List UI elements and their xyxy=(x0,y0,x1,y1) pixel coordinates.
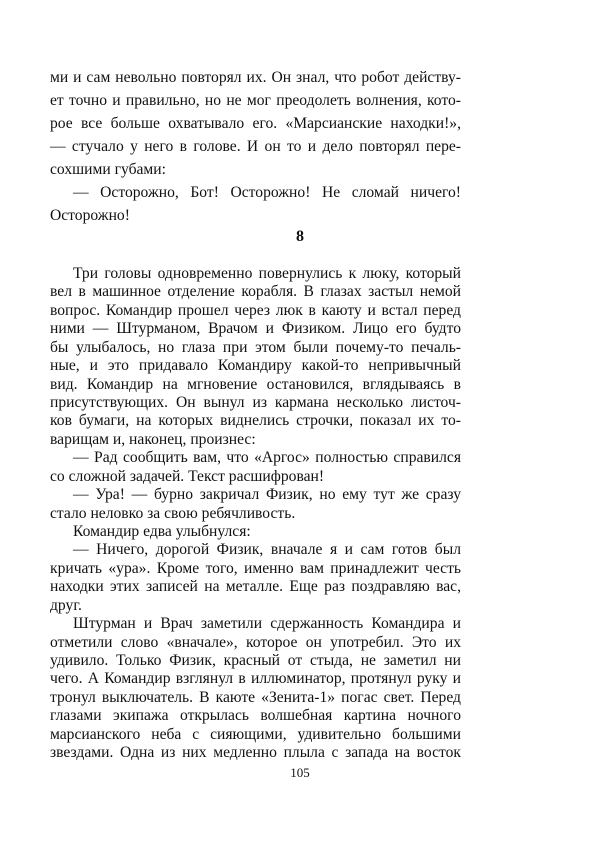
page-number: 105 xyxy=(290,765,310,780)
text-line: вид. Командир на мгновение остановился, вглядываясь в xyxy=(50,375,461,393)
text-line: глазами экипажа открылась волшебная картина ночного xyxy=(50,707,461,725)
chapter-number: 8 xyxy=(296,228,304,245)
text-line: вопрос. Командир прошел через люк в каюту и встал перед xyxy=(50,301,461,319)
text-line: Штурман и Врач заметили сдержанность Командира и xyxy=(73,615,461,632)
text-line: ные, и это придавало Командиру какой-то непривычный xyxy=(50,357,461,375)
text-line: ков бумаги, на которых виднелись строчки, показал их то- xyxy=(50,412,461,430)
text-line: вел в машинное отделение корабля. В глазах застыл немой xyxy=(50,283,461,301)
text-line: чего. А Командир взглянул в иллюминатор, протянул руку и xyxy=(50,670,461,688)
text-line: стало неловко за свою ребячливость. xyxy=(50,504,296,522)
text-line: находки этих записей на металле. Еще раз поздравляю вас, xyxy=(50,578,461,596)
text-line: тронул выключатель. В каюте «Зенита-1» погас свет. Перед xyxy=(50,688,461,706)
text-line: — Осторожно, Бот! Осторожно! Не сломай ничего! xyxy=(73,184,461,201)
text-line: марсианского неба с сияющими, удивительно большими xyxy=(50,725,461,743)
text-line: присутствующих. Он вынул из кармана несколько листоч- xyxy=(50,394,461,411)
text-line: звездами. Одна из них медленно плыла с запада на восток xyxy=(50,744,461,761)
text-line: отметили слово «вначале», которое он употребил. Это их xyxy=(50,633,461,651)
text-line: ними — Штурманом, Врачом и Физиком. Лицо его будто xyxy=(50,320,461,338)
text-line: Командир едва улыбнулся: xyxy=(73,522,251,540)
text-line: варищам и, наконец, произнес: xyxy=(50,430,256,448)
text-line: Осторожно! xyxy=(50,207,130,224)
text-line: рое все больше охватывало его. «Марсианские находки!», xyxy=(50,115,461,132)
text-line: удивило. Только Физик, красный от стыда, не заметил ни xyxy=(50,651,461,669)
text-line: бы улыбалось, но глаза при этом были почему-то печаль- xyxy=(50,338,461,356)
text-line: — Рад сообщить вам, что «Аргос» полностью справился xyxy=(73,449,461,467)
text-line: Три головы одновременно повернулись к люку, который xyxy=(73,265,461,282)
text-line: — Ничего, дорогой Физик, вначале я и сам готов был xyxy=(73,541,461,559)
text-line: ми и сам невольно повторял их. Он знал, что робот действу- xyxy=(50,69,461,86)
text-line: — Ура! — бурно закричал Физик, но ему тут же сразу xyxy=(73,486,461,504)
text-line: кричать «ура». Кроме того, именно вам принадлежит честь xyxy=(50,559,461,577)
text-line: друг. xyxy=(50,596,82,614)
text-line: сохшими губами: xyxy=(50,161,166,178)
text-line: — стучало у него в голове. И он то и дело повторял пере- xyxy=(50,138,461,155)
text-line: ет точно и правильно, но не мог преодолеть волнения, кото- xyxy=(50,92,461,109)
text-line: со сложной задачей. Текст расшифрован! xyxy=(50,467,325,485)
